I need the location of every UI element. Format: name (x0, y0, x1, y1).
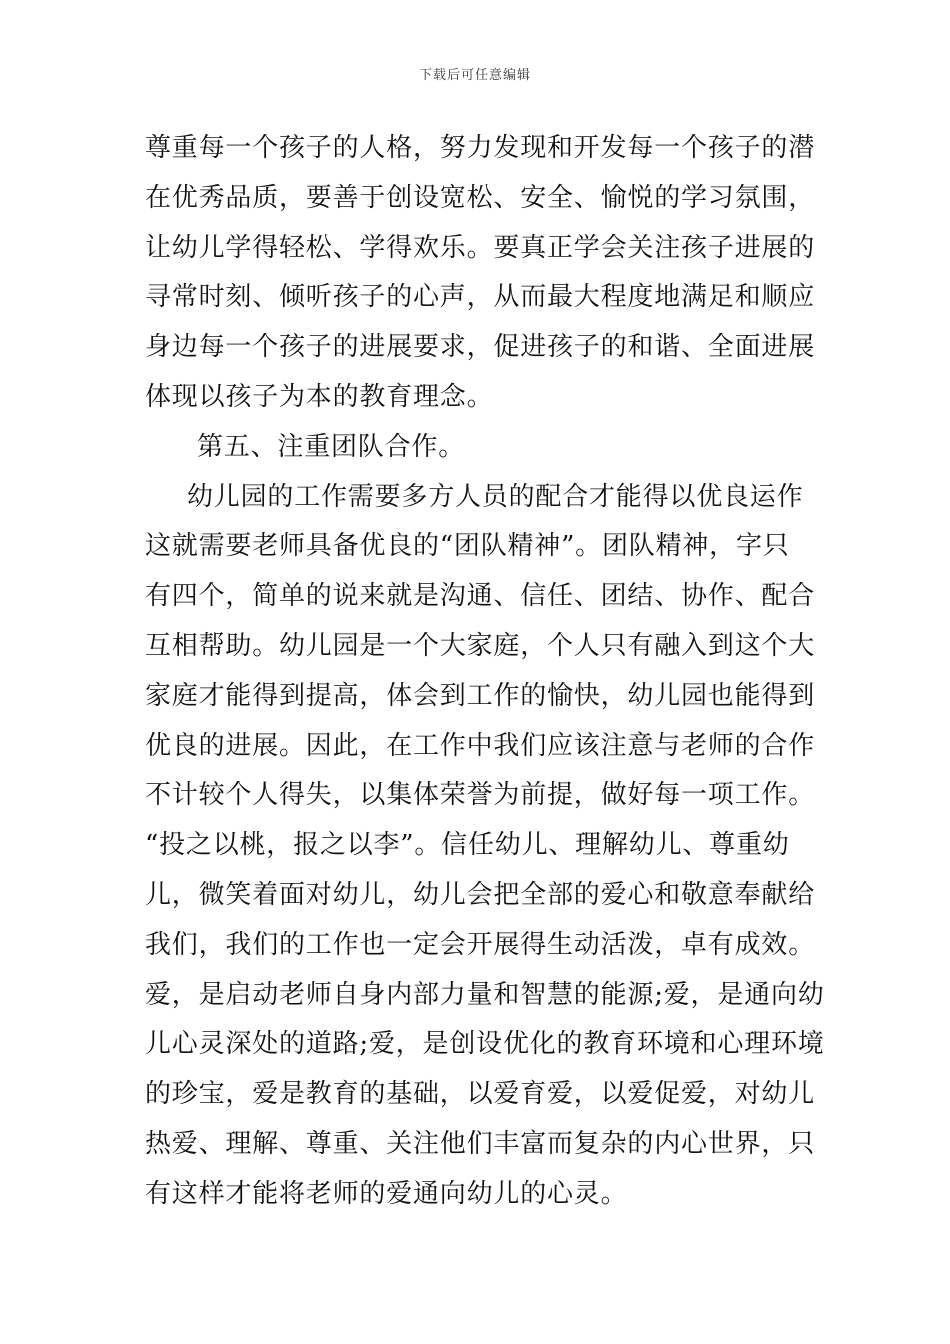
text-line: 这就需要老师具备优良的“团队精神”。团队精神，字只 (145, 531, 790, 562)
text-line: 我们，我们的工作也一定会开展得生动活泼，卓有成效。 (145, 929, 816, 960)
text-line: 有四个，简单的说来就是沟通、信任、团结、协作、配合 (145, 581, 816, 612)
text-line: 儿，微笑着面对幼儿，幼儿会把全部的爱心和敬意奉献给 (145, 879, 816, 910)
text-line: 有这样才能将老师的爱通向幼儿的心灵。 (145, 1178, 628, 1209)
text-line: 互相帮助。幼儿园是一个大家庭，个人只有融入到这个大 (145, 630, 816, 661)
text-line: 优良的进展。因此，在工作中我们应该注意与老师的合作 (145, 730, 816, 761)
document-body (145, 124, 825, 1220)
text-line: 让幼儿学得轻松、学得欢乐。要真正学会关注孩子进展的 (145, 232, 816, 263)
text-line: 儿心灵深处的道路;爱，是创设优化的教育环境和心理环境 (145, 1029, 825, 1060)
text-line: 尊重每一个孩子的人格，努力发现和开发每一个孩子的潜 (145, 133, 816, 163)
section-heading: 第五、注重团队合作。 (197, 431, 466, 462)
text-line: “投之以桃，报之以李”。信任幼儿、理解幼儿、尊重幼 (145, 830, 790, 861)
text-line: 家庭才能得到提高，体会到工作的愉快，幼儿园也能得到 (145, 680, 816, 711)
text-line: 热爱、理解、尊重、关注他们丰富而复杂的内心世界，只 (145, 1128, 816, 1159)
text-line: 不计较个人得失，以集体荣誉为前提，做好每一项工作。 (145, 780, 816, 811)
text-line: 体现以孩子为本的教育理念。 (145, 381, 494, 412)
text-line: 爱，是启动老师自身内部力量和智慧的能源;爱，是通向幼 (145, 979, 825, 1010)
paragraph-first-line: 幼儿园的工作需要多方人员的配合才能得以优良运作 (187, 481, 804, 512)
text-line: 身边每一个孩子的进展要求，促进孩子的和谐、全面进展 (145, 332, 816, 363)
text-line: 寻常时刻、倾听孩子的心声，从而最大程度地满足和顺应 (145, 282, 816, 313)
page-header: 下载后可任意编辑 (418, 68, 531, 83)
text-line: 的珍宝，爱是教育的基础，以爱育爱，以爱促爱，对幼儿 (145, 1079, 816, 1110)
text-line: 在优秀品质，要善于创设宽松、安全、愉悦的学习氛围， (145, 182, 816, 213)
